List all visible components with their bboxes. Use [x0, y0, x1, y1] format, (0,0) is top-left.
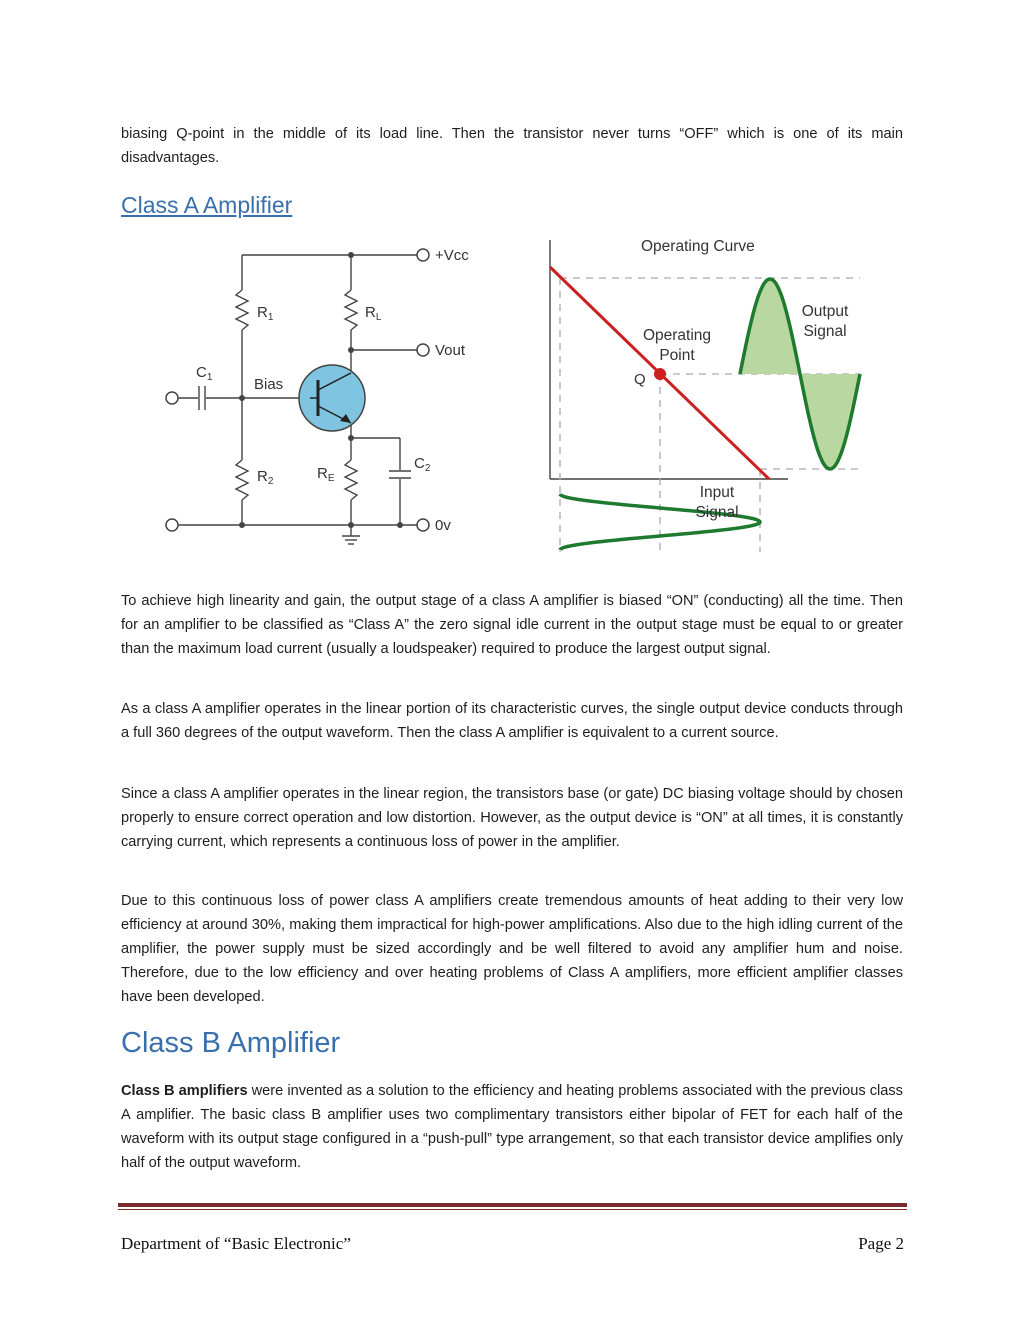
operating-point-label-2: Point [659, 347, 695, 364]
npn-transistor [299, 365, 365, 431]
vout-terminal [417, 344, 429, 356]
class-a-paragraph-3: Since a class A amplifier operates in the linear region, the transistors base (or gate) DC biasing voltage should by chosen properly to ensure correct operation and low distortion. However, as the output device is “ON” at all times, it is constantly carrying current, which represents a continuous loss of power in the amplifier. [121, 786, 903, 850]
footer-rule-thin [118, 1209, 907, 1210]
class-a-heading: Class A Amplifier [121, 192, 293, 218]
svg-text:0v [435, 517, 451, 534]
c1-label: $C_1$ [196, 364, 213, 383]
resistor-rl [345, 290, 357, 330]
curve-title: Operating Curve [641, 238, 755, 255]
r2-label: $R_2$ [257, 468, 274, 487]
rl-label: $R_L$ [365, 304, 382, 323]
footer-rule [118, 1203, 907, 1207]
bias-label: Bias [254, 376, 284, 393]
zero-v-terminal [417, 519, 429, 531]
class-b-paragraph [121, 1079, 903, 1175]
class-a-circuit-diagram [160, 238, 490, 558]
input-terminal [166, 392, 178, 404]
footer-page-number: Page 2 [858, 1234, 904, 1253]
footer-department: Department of “Basic Electronic” [121, 1234, 351, 1253]
svg-text:+Vcc [435, 247, 469, 264]
re-label: $R_E$ [317, 465, 335, 484]
q-point [654, 368, 666, 380]
class-a-paragraph-1: To achieve high linearity and gain, the output stage of a class A amplifier is biased “ON” (conducting) all the time. Then for an amplifier to be classified as “Class A” the zero signal idle current in the output stage must be equal to or greater than the maximum load current (usually a loudspeaker) required to produce the largest output signal. [121, 593, 903, 657]
resistor-re [345, 460, 357, 500]
class-b-paragraph-text: were invented as a solution to the efficiency and heating problems associated with the previous class A amplifier. The basic class B amplifier uses two complimentary transistors either bipolar of FET for each half of the waveform with its output stage configured in a “push-pull” type arrangement, so that each transistor device amplifies only half of the output waveform. [121, 1083, 903, 1171]
class-b-heading: Class B Amplifier [121, 1027, 341, 1059]
c2-label: $C_2$ [414, 455, 431, 474]
vcc-label: +Vcc [435, 247, 469, 264]
output-signal-label-1: Output [801, 303, 849, 320]
resistor-r1 [236, 290, 248, 330]
ground-terminal-left [166, 519, 178, 531]
input-signal-label-2: Signal [695, 504, 739, 521]
intro-paragraph: biasing Q-point in the middle of its load line. Then the transistor never turns “OFF” which is one of its main disadvantages. [121, 126, 903, 166]
class-a-paragraph-4: Due to this continuous loss of power class A amplifiers create tremendous amounts of heat adding to their very low efficiency at around 30%, making them impractical for high-power amplifications. Also due to the high idling current of the amplifier, the power supply must be sized accordingly and be well filtered to avoid any amplifier hum and noise. Therefore, due to the low efficiency and over heating problems of Class A amplifiers, more efficient amplifier classes have been developed. [121, 893, 903, 1005]
class-a-paragraph-2: As a class A amplifier operates in the linear portion of its characteristic curves, the single output device conducts through a full 360 degrees of the output waveform. Then the class A amplifier is equivalent to a current source. [121, 701, 903, 741]
output-signal-label-2: Signal [803, 323, 847, 340]
input-signal-label-1: Input [699, 484, 735, 501]
vout-label: Vout [435, 342, 466, 359]
vcc-terminal [417, 249, 429, 261]
zero-v-label: 0v [435, 517, 451, 534]
r1-label: $R_1$ [257, 304, 274, 323]
operating-curve-diagram [540, 232, 870, 557]
resistor-r2 [236, 460, 248, 500]
svg-text:Vout [435, 342, 466, 359]
class-b-lead: Class B amplifiers [121, 1083, 248, 1099]
q-label: Q [634, 371, 646, 388]
operating-point-label-1: Operating [642, 327, 712, 344]
